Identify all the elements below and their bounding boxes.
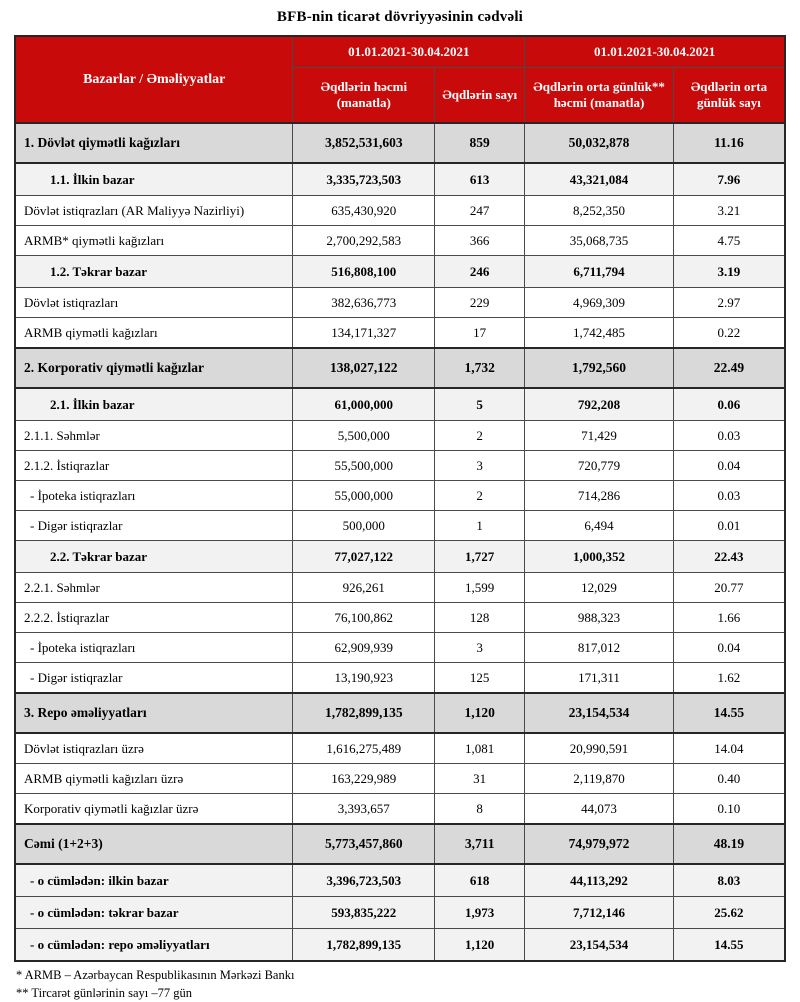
table-row [15,541,785,573]
corner-header-cell: Bazarlar / Əməliyyatlar [15,36,293,123]
row-avg-volume: 50,032,878 [525,123,674,163]
row-avg-volume: 6,494 [525,511,674,541]
row-avg-volume: 792,208 [525,388,674,421]
table-row [15,824,785,864]
row-count: 229 [435,288,525,318]
column-header-volume: Əqdlərin həcmi (manatla) [293,68,435,124]
row-avg-count: 0.03 [673,421,785,451]
table-row [15,421,785,451]
row-avg-volume: 23,154,534 [525,693,674,733]
row-count: 613 [435,163,525,196]
row-count: 859 [435,123,525,163]
row-volume: 76,100,862 [293,603,435,633]
row-label: 2. Korporativ qiymətli kağızlar [15,348,293,388]
footnotes [16,966,800,1002]
table-row [15,163,785,196]
row-avg-volume: 8,252,350 [525,196,674,226]
row-count: 1,727 [435,541,525,573]
row-label: ARMB qiymətli kağızları [15,318,293,349]
row-avg-count: 22.49 [673,348,785,388]
row-volume: 926,261 [293,573,435,603]
table-header [15,36,785,123]
row-label: 2.2. Təkrar bazar [15,541,293,573]
table-row [15,693,785,733]
period-header-left: 01.01.2021-30.04.2021 [293,36,525,68]
row-avg-volume: 74,979,972 [525,824,674,864]
row-avg-volume: 1,000,352 [525,541,674,573]
row-avg-volume: 12,029 [525,573,674,603]
row-avg-volume: 171,311 [525,663,674,694]
row-count: 128 [435,603,525,633]
row-volume: 5,500,000 [293,421,435,451]
row-avg-volume: 43,321,084 [525,163,674,196]
table-row [15,573,785,603]
row-avg-volume: 817,012 [525,633,674,663]
row-count: 1,973 [435,897,525,929]
table-row [15,123,785,163]
row-count: 618 [435,864,525,897]
table-row [15,196,785,226]
row-avg-count: 0.10 [673,794,785,825]
table-row [15,794,785,825]
row-avg-volume: 720,779 [525,451,674,481]
row-volume: 1,782,899,135 [293,929,435,962]
table-row [15,288,785,318]
row-avg-count: 14.55 [673,693,785,733]
row-volume: 516,808,100 [293,256,435,288]
row-count: 17 [435,318,525,349]
row-label: 2.2.1. Səhmlər [15,573,293,603]
row-label: - İpoteka istiqrazları [15,481,293,511]
row-label: 2.2.2. İstiqrazlar [15,603,293,633]
period-header-row [15,36,785,68]
row-label: Korporativ qiymətli kağızlar üzrə [15,794,293,825]
row-volume: 500,000 [293,511,435,541]
row-avg-count: 11.16 [673,123,785,163]
table-row [15,897,785,929]
row-label: 3. Repo əməliyyatları [15,693,293,733]
row-volume: 3,396,723,503 [293,864,435,897]
row-label: Dövlət istiqrazları [15,288,293,318]
table-row [15,733,785,764]
row-label: - o cümlədən: repo əməliyyatları [15,929,293,962]
row-volume: 1,782,899,135 [293,693,435,733]
row-avg-count: 1.66 [673,603,785,633]
row-volume: 3,852,531,603 [293,123,435,163]
row-avg-count: 20.77 [673,573,785,603]
row-avg-count: 7.96 [673,163,785,196]
row-count: 366 [435,226,525,256]
page-title: BFB-nin ticarət dövriyyəsinin cədvəli [276,9,524,25]
row-avg-volume: 71,429 [525,421,674,451]
row-avg-count: 0.04 [673,633,785,663]
column-header-count: Əqdlərin sayı [435,68,525,124]
row-avg-count: 8.03 [673,864,785,897]
row-avg-count: 0.06 [673,388,785,421]
row-avg-volume: 44,073 [525,794,674,825]
row-avg-volume: 2,119,870 [525,764,674,794]
row-avg-count: 3.19 [673,256,785,288]
row-volume: 13,190,923 [293,663,435,694]
row-avg-volume: 20,990,591 [525,733,674,764]
row-avg-volume: 714,286 [525,481,674,511]
row-volume: 77,027,122 [293,541,435,573]
row-avg-count: 0.01 [673,511,785,541]
row-count: 1,081 [435,733,525,764]
row-label: 2.1.1. Səhmlər [15,421,293,451]
row-volume: 2,700,292,583 [293,226,435,256]
row-label: - Digər istiqrazlar [15,511,293,541]
row-volume: 55,000,000 [293,481,435,511]
footnote-armb: * ARMB – Azərbaycan Respublikasının Mərkəzi Bankı [16,968,295,982]
row-count: 31 [435,764,525,794]
column-header-avg-count: Əqdlərin orta günlük sayı [673,68,785,124]
footnote-trading-days: ** Tircarət günlərinin sayı –77 gün [16,986,193,1001]
row-count: 1,599 [435,573,525,603]
row-avg-count: 0.04 [673,451,785,481]
row-count: 3,711 [435,824,525,864]
row-avg-count: 4.75 [673,226,785,256]
table-row [15,663,785,694]
column-header-avg-volume: Əqdlərin orta günlük** həcmi (manatla) [525,68,674,124]
period-header-right: 01.01.2021-30.04.2021 [525,36,785,68]
row-count: 8 [435,794,525,825]
row-volume: 593,835,222 [293,897,435,929]
row-avg-count: 1.62 [673,663,785,694]
row-label: - Digər istiqrazlar [15,663,293,694]
row-volume: 1,616,275,489 [293,733,435,764]
row-label: 2.1. İlkin bazar [15,388,293,421]
row-label: Dövlət istiqrazları (AR Maliyyə Nazirliyi) [15,196,293,226]
row-count: 1,120 [435,693,525,733]
row-avg-count: 2.97 [673,288,785,318]
table-row [15,633,785,663]
table-row [15,764,785,794]
row-volume: 62,909,939 [293,633,435,663]
row-count: 5 [435,388,525,421]
row-avg-volume: 23,154,534 [525,929,674,962]
row-count: 247 [435,196,525,226]
row-label: - o cümlədən: təkrar bazar [15,897,293,929]
row-avg-volume: 7,712,146 [525,897,674,929]
row-avg-count: 0.22 [673,318,785,349]
row-volume: 61,000,000 [293,388,435,421]
row-volume: 5,773,457,860 [293,824,435,864]
row-label: Dövlət istiqrazları üzrə [15,733,293,764]
row-avg-count: 14.04 [673,733,785,764]
row-volume: 134,171,327 [293,318,435,349]
table-row [15,388,785,421]
row-label: 1.2. Təkrar bazar [15,256,293,288]
row-avg-volume: 35,068,735 [525,226,674,256]
row-label: 1. Dövlət qiymətli kağızları [15,123,293,163]
row-label: Cəmi (1+2+3) [15,824,293,864]
row-avg-count: 14.55 [673,929,785,962]
row-count: 1,120 [435,929,525,962]
turnover-table [14,35,786,962]
row-avg-volume: 1,742,485 [525,318,674,349]
row-volume: 3,335,723,503 [293,163,435,196]
table-row [15,864,785,897]
row-volume: 382,636,773 [293,288,435,318]
table-row [15,603,785,633]
row-volume: 3,393,657 [293,794,435,825]
table-row [15,451,785,481]
table-row [15,929,785,962]
row-avg-count: 48.19 [673,824,785,864]
table-row [15,256,785,288]
row-avg-volume: 44,113,292 [525,864,674,897]
row-avg-count: 0.03 [673,481,785,511]
row-count: 1 [435,511,525,541]
table-body [15,123,785,961]
table-row [15,348,785,388]
row-volume: 635,430,920 [293,196,435,226]
row-avg-volume: 988,323 [525,603,674,633]
table-row [15,318,785,349]
row-label: 2.1.2. İstiqrazlar [15,451,293,481]
table-row [15,481,785,511]
table-row [15,511,785,541]
row-label: - o cümlədən: ilkin bazar [15,864,293,897]
row-count: 1,732 [435,348,525,388]
row-avg-count: 22.43 [673,541,785,573]
row-count: 3 [435,451,525,481]
row-count: 3 [435,633,525,663]
row-label: ARMB* qiymətli kağızları [15,226,293,256]
row-volume: 138,027,122 [293,348,435,388]
row-count: 125 [435,663,525,694]
row-avg-volume: 6,711,794 [525,256,674,288]
row-label: ARMB qiymətli kağızları üzrə [15,764,293,794]
row-count: 246 [435,256,525,288]
row-label: 1.1. İlkin bazar [15,163,293,196]
table-row [15,226,785,256]
row-avg-volume: 4,969,309 [525,288,674,318]
row-volume: 55,500,000 [293,451,435,481]
row-count: 2 [435,481,525,511]
row-avg-volume: 1,792,560 [525,348,674,388]
row-label: - İpoteka istiqrazları [15,633,293,663]
row-volume: 163,229,989 [293,764,435,794]
row-avg-count: 25.62 [673,897,785,929]
row-count: 2 [435,421,525,451]
row-avg-count: 3.21 [673,196,785,226]
row-avg-count: 0.40 [673,764,785,794]
